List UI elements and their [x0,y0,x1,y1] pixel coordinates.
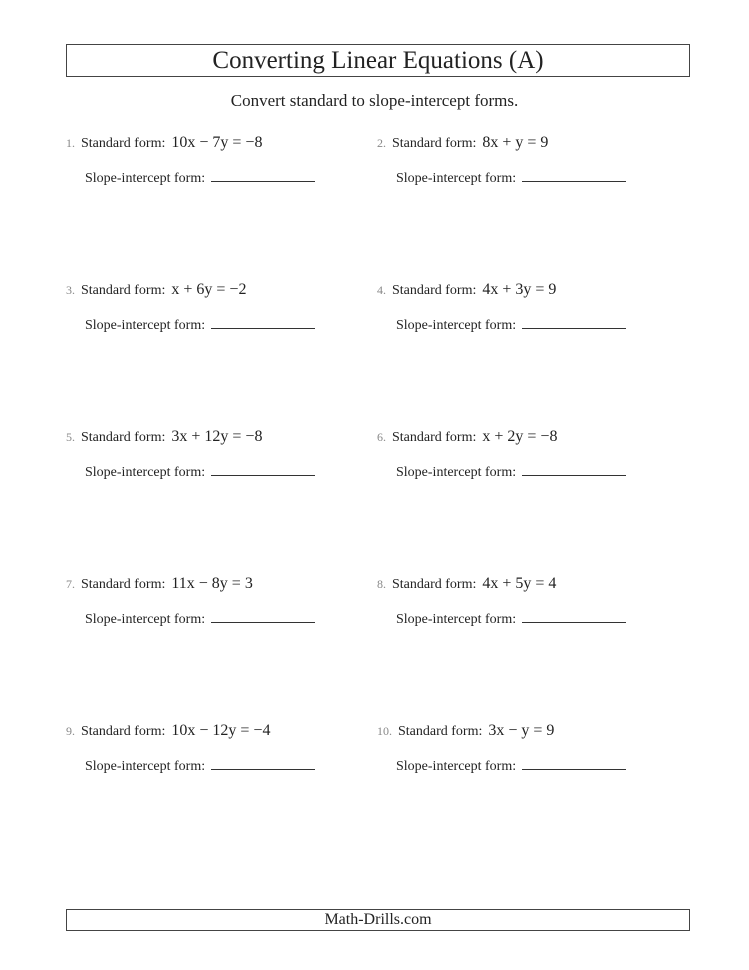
standard-equation: 10x − 7y = −8 [171,134,263,151]
standard-form-line [377,134,548,152]
standard-equation: 8x + y = 9 [482,134,549,151]
problem-number: 8. [377,577,386,591]
standard-form-line [66,722,270,740]
answer-blank[interactable] [211,463,315,476]
answer-blank[interactable] [211,757,315,770]
problem-number: 4. [377,283,386,297]
standard-form-label: Standard form: [81,136,166,151]
standard-form-label: Standard form: [81,283,166,298]
answer-blank[interactable] [522,169,626,182]
standard-form-label: Standard form: [81,430,166,445]
slope-intercept-line [396,316,626,334]
answer-blank[interactable] [522,316,626,329]
standard-form-line [66,575,253,593]
answer-blank[interactable] [522,757,626,770]
answer-blank[interactable] [211,316,315,329]
standard-equation: 11x − 8y = 3 [171,575,253,592]
standard-form-line [66,281,246,299]
slope-intercept-label: Slope-intercept form: [85,171,206,186]
problem-number: 10. [377,724,392,738]
standard-equation: x + 2y = −8 [482,428,558,445]
slope-intercept-line [396,463,626,481]
standard-form-label: Standard form: [398,724,483,739]
problem-number: 5. [66,430,75,444]
standard-form-line [377,722,554,740]
slope-intercept-line [85,610,315,628]
standard-equation: x + 6y = −2 [171,281,247,298]
problem-number: 6. [377,430,386,444]
standard-form-line [377,575,556,593]
problem-number: 9. [66,724,75,738]
standard-form-line [66,428,262,446]
answer-blank[interactable] [211,610,315,623]
worksheet-title: Converting Linear Equations (A) [66,44,690,77]
slope-intercept-label: Slope-intercept form: [396,759,517,774]
instructions: Convert standard to slope-intercept forms. [230,91,519,110]
standard-form-label: Standard form: [392,430,477,445]
answer-blank[interactable] [522,463,626,476]
problem-number: 7. [66,577,75,591]
answer-blank[interactable] [522,610,626,623]
slope-intercept-line [85,169,315,187]
slope-intercept-line [396,757,626,775]
standard-form-line [377,281,556,299]
slope-intercept-line [85,316,315,334]
standard-form-label: Standard form: [392,136,477,151]
slope-intercept-label: Slope-intercept form: [85,465,206,480]
standard-form-label: Standard form: [81,724,166,739]
slope-intercept-label: Slope-intercept form: [396,171,517,186]
footer-site-name: Math-Drills.com [66,909,690,931]
slope-intercept-label: Slope-intercept form: [396,465,517,480]
standard-form-line [66,134,262,152]
slope-intercept-line [85,463,315,481]
slope-intercept-label: Slope-intercept form: [85,759,206,774]
slope-intercept-line [85,757,315,775]
answer-blank[interactable] [211,169,315,182]
standard-equation: 4x + 5y = 4 [482,575,557,592]
standard-form-label: Standard form: [392,577,477,592]
standard-equation: 3x + 12y = −8 [171,428,263,445]
standard-form-label: Standard form: [81,577,166,592]
problem-number: 1. [66,136,75,150]
problem-number: 3. [66,283,75,297]
slope-intercept-label: Slope-intercept form: [396,318,517,333]
standard-equation: 10x − 12y = −4 [171,722,271,739]
standard-equation: 3x − y = 9 [488,722,555,739]
slope-intercept-line [396,169,626,187]
standard-form-label: Standard form: [392,283,477,298]
slope-intercept-label: Slope-intercept form: [396,612,517,627]
slope-intercept-line [396,610,626,628]
standard-equation: 4x + 3y = 9 [482,281,557,298]
standard-form-line [377,428,557,446]
slope-intercept-label: Slope-intercept form: [85,318,206,333]
slope-intercept-label: Slope-intercept form: [85,612,206,627]
problem-number: 2. [377,136,386,150]
